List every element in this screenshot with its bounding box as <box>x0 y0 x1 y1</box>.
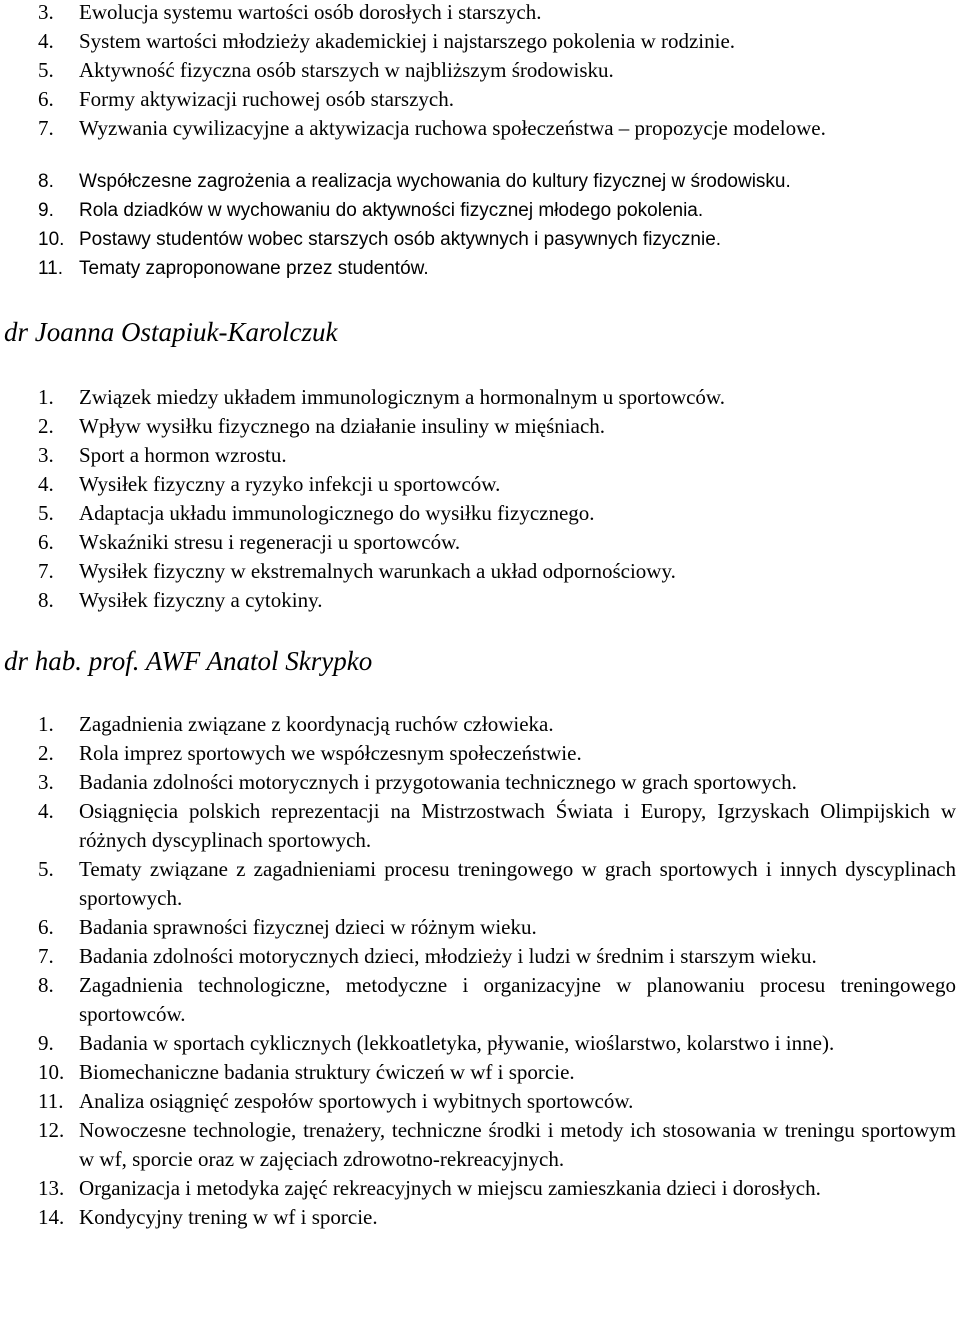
item-text: Formy aktywizacji ruchowej osób starszych. <box>79 87 454 111</box>
item-text: Rola imprez sportowych we współczesnym społeczeństwie. <box>79 741 582 765</box>
topic-list <box>0 167 960 283</box>
list-item <box>0 1087 960 1116</box>
item-number: 7. <box>38 116 54 140</box>
list-item <box>0 557 960 586</box>
item-number: 13. <box>38 1176 65 1200</box>
item-text: Kondycyjny trening w wf i sporcie. <box>79 1205 378 1229</box>
list-item <box>0 383 960 412</box>
item-number: 6. <box>38 915 54 939</box>
list-item <box>0 768 960 797</box>
item-text: Zagadnienia technologiczne, metodyczne i organizacyjne w planowaniu procesu treningowego sportowców. <box>79 973 956 1026</box>
item-text: Nowoczesne technologie, trenażery, techniczne środki i metody ich stosowania w treningu sportowym w wf, sporcie oraz w zajęciach zdrowotno-rekreacyjnych. <box>79 1118 956 1171</box>
list-item <box>0 942 960 971</box>
item-number: 6. <box>38 530 54 554</box>
item-text: Badania w sportach cyklicznych (lekkoatletyka, pływanie, wioślarstwo, kolarstwo i inne). <box>79 1031 835 1055</box>
item-text: Organizacja i metodyka zajęć rekreacyjnych w miejscu zamieszkania dzieci i dorosłych. <box>79 1176 821 1200</box>
supervisor-heading: dr hab. prof. AWF Anatol Skrypko <box>4 646 373 676</box>
item-number: 11. <box>38 1089 64 1113</box>
item-number: 10. <box>38 1060 65 1084</box>
item-text: Wskaźniki stresu i regeneracji u sportowców. <box>79 530 461 554</box>
list-item <box>0 586 960 615</box>
item-text: Tematy zaproponowane przez studentów. <box>79 258 429 279</box>
item-number: 3. <box>38 443 54 467</box>
list-item <box>0 1058 960 1087</box>
item-text: Ewolucja systemu wartości osób dorosłych i starszych. <box>79 0 542 24</box>
list-item <box>0 739 960 768</box>
topic-list-continued <box>0 0 960 143</box>
list-item <box>0 710 960 739</box>
item-number: 4. <box>38 472 54 496</box>
list-item <box>0 56 960 85</box>
item-number: 7. <box>38 559 54 583</box>
item-number: 12. <box>38 1118 65 1142</box>
topic-list <box>0 0 960 143</box>
item-text: Badania sprawności fizycznej dzieci w różnym wieku. <box>79 915 537 939</box>
list-item <box>0 441 960 470</box>
item-number: 5. <box>38 501 54 525</box>
item-text: Sport a hormon wzrostu. <box>79 443 287 467</box>
item-number: 5. <box>38 857 54 881</box>
item-number: 8. <box>38 973 54 997</box>
item-text: Związek miedzy układem immunologicznym a hormonalnym u sportowców. <box>79 385 725 409</box>
topic-list <box>0 710 960 1232</box>
item-number: 10. <box>38 229 65 250</box>
item-text: System wartości młodzieży akademickiej i najstarszego pokolenia w rodzinie. <box>79 29 736 53</box>
list-item <box>0 1203 960 1232</box>
item-number: 4. <box>38 799 54 823</box>
item-text: Analiza osiągnięć zespołów sportowych i wybitnych sportowców. <box>79 1089 634 1113</box>
list-item <box>0 1174 960 1203</box>
item-number: 9. <box>38 1031 54 1055</box>
item-number: 11. <box>38 258 64 279</box>
list-item <box>0 196 960 225</box>
topic-list-continued-sans <box>0 167 960 283</box>
item-text: Wpływ wysiłku fizycznego na działanie insuliny w mięśniach. <box>79 414 606 438</box>
item-text: Tematy związane z zagadnieniami procesu treningowego w grach sportowych i innych dyscyplinach sportowych. <box>79 857 956 910</box>
item-text: Wysiłek fizyczny a cytokiny. <box>79 588 323 612</box>
list-item <box>0 114 960 143</box>
item-text: Współczesne zagrożenia a realizacja wychowania do kultury fizycznej w środowisku. <box>79 171 791 192</box>
item-text: Adaptacja układu immunologicznego do wysiłku fizycznego. <box>79 501 595 525</box>
list-item <box>0 797 960 855</box>
item-number: 14. <box>38 1205 65 1229</box>
supervisor-topic-list <box>0 710 960 1232</box>
supervisor-topic-list <box>0 383 960 615</box>
item-number: 3. <box>38 0 54 24</box>
supervisor-heading: dr Joanna Ostapiuk-Karolczuk <box>4 317 338 347</box>
list-item <box>0 412 960 441</box>
list-item <box>0 27 960 56</box>
item-text: Biomechaniczne badania struktury ćwiczeń w wf i sporcie. <box>79 1060 575 1084</box>
list-item <box>0 913 960 942</box>
item-number: 6. <box>38 87 54 111</box>
item-number: 8. <box>38 588 54 612</box>
item-number: 1. <box>38 712 54 736</box>
item-text: Postawy studentów wobec starszych osób aktywnych i pasywnych fizycznie. <box>79 229 722 250</box>
item-text: Aktywność fizyczna osób starszych w najbliższym środowisku. <box>79 58 614 82</box>
item-text: Osiągnięcia polskich reprezentacji na Mistrzostwach Świata i Europy, Igrzyskach Olimpijskich w różnych dyscyplinach sportowych. <box>79 799 956 852</box>
list-item <box>0 855 960 913</box>
list-item <box>0 254 960 283</box>
list-item <box>0 971 960 1029</box>
list-item <box>0 225 960 254</box>
item-number: 9. <box>38 200 54 221</box>
list-item <box>0 470 960 499</box>
item-text: Zagadnienia związane z koordynacją ruchów człowieka. <box>79 712 554 736</box>
item-number: 7. <box>38 944 54 968</box>
topic-list <box>0 383 960 615</box>
item-text: Badania zdolności motorycznych dzieci, młodzieży i ludzi w średnim i starszym wieku. <box>79 944 817 968</box>
item-text: Wysiłek fizyczny a ryzyko infekcji u sportowców. <box>79 472 501 496</box>
item-number: 4. <box>38 29 54 53</box>
item-number: 5. <box>38 58 54 82</box>
item-text: Rola dziadków w wychowaniu do aktywności fizycznej młodego pokolenia. <box>79 200 704 221</box>
list-item <box>0 167 960 196</box>
list-item <box>0 0 960 27</box>
list-item <box>0 499 960 528</box>
list-item <box>0 1116 960 1174</box>
item-text: Badania zdolności motorycznych i przygotowania technicznego w grach sportowych. <box>79 770 797 794</box>
item-number: 3. <box>38 770 54 794</box>
item-number: 2. <box>38 414 54 438</box>
item-text: Wyzwania cywilizacyjne a aktywizacja ruchowa społeczeństwa – propozycje modelowe. <box>79 116 826 140</box>
item-number: 1. <box>38 385 54 409</box>
item-number: 2. <box>38 741 54 765</box>
list-item <box>0 85 960 114</box>
item-number: 8. <box>38 171 54 192</box>
item-text: Wysiłek fizyczny w ekstremalnych warunkach a układ odpornościowy. <box>79 559 676 583</box>
list-item <box>0 528 960 557</box>
list-item <box>0 1029 960 1058</box>
